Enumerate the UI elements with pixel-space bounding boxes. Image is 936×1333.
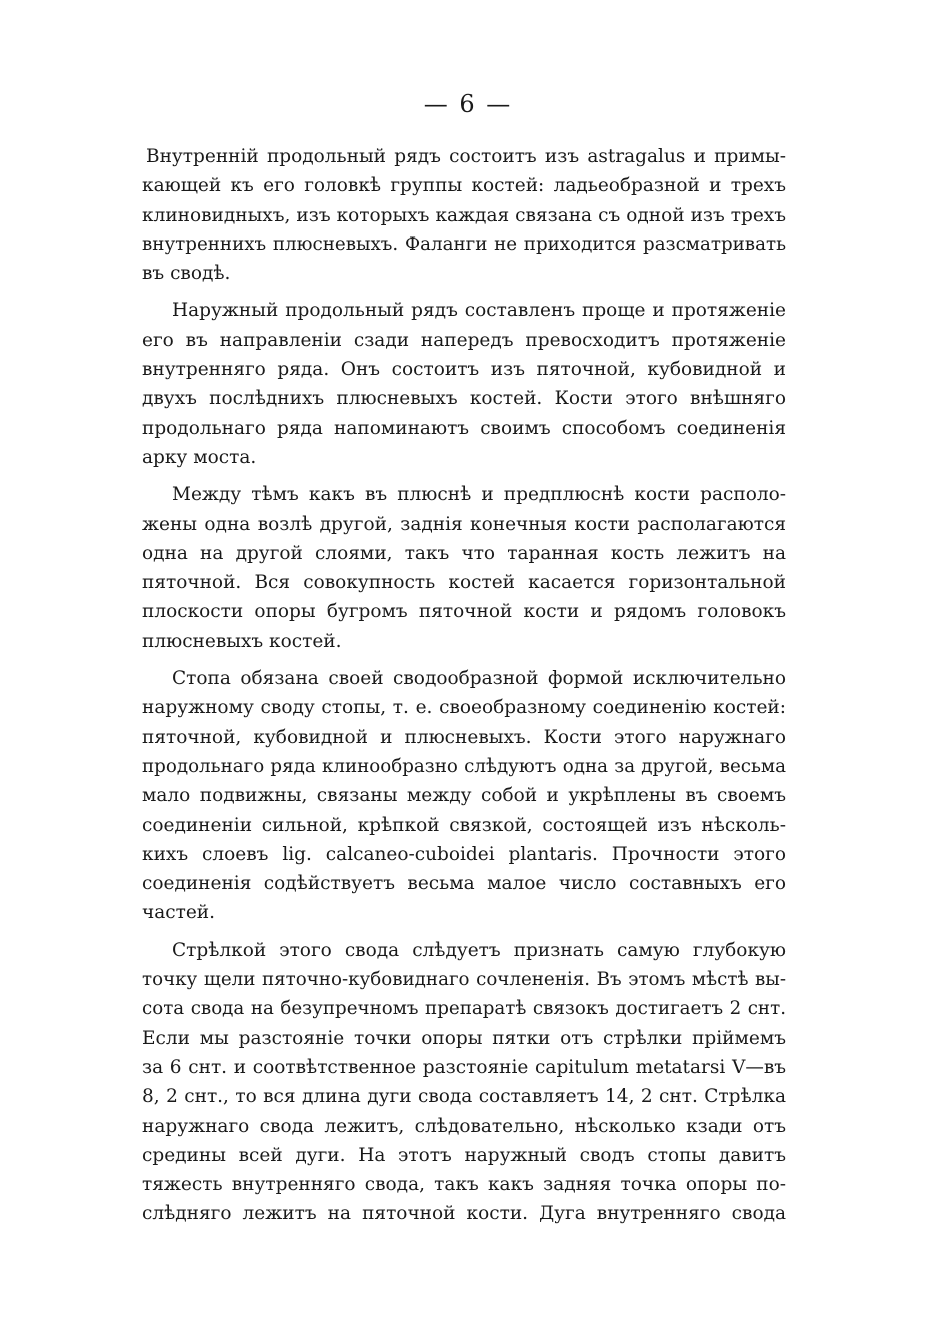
text-line: Стопа обязана своей сводообразной формой исключительно xyxy=(172,668,786,690)
text-line: Между тѣмъ какъ въ плюснѣ и предплюснѣ кости располо- xyxy=(172,484,786,506)
text-line: арку моста. xyxy=(142,446,257,468)
text-line: слѣдняго лежитъ на пяточной кости. Дуга внутренняго свода xyxy=(142,1203,786,1225)
text-line: точку щели пяточно-кубовиднаго сочлененія. Въ этомъ мѣстѣ вы- xyxy=(142,969,786,991)
text-line: продольнаго ряда клинообразно слѣдуютъ одна за другой, весьма xyxy=(142,755,786,777)
text-line: наружнаго свода лежитъ, слѣдовательно, нѣсколько кзади отъ xyxy=(142,1115,786,1137)
text-line: клиновидныхъ, изъ которыхъ каждая связана съ одной изъ трехъ xyxy=(142,204,786,226)
text-line: соединенія содѣйствуетъ весьма малое число составныхъ его xyxy=(142,873,786,895)
text-line: Стрѣлкой этого свода слѣдуетъ признать самую глубокую xyxy=(172,939,786,961)
text-line: пяточной, кубовидной и плюсневыхъ. Кости этого наружнаго xyxy=(142,726,786,748)
text-line: плюсневыхъ костей. xyxy=(142,630,342,652)
text-line: продольнаго ряда напоминаютъ своимъ способомъ соединенія xyxy=(142,417,786,439)
text-line: средины всей дуги. На этотъ наружный сводъ стопы давитъ xyxy=(142,1144,786,1166)
text-line: жены одна возлѣ другой, заднія конечныя кости располагаются xyxy=(142,513,786,535)
text-line: пяточной. Вся совокупность костей касается горизонтальной xyxy=(142,572,786,594)
text-line: плоскости опоры бугромъ пяточной кости и рядомъ головокъ xyxy=(142,601,786,623)
text-line: его въ направленіи сзади напередъ превосходитъ протяженіе xyxy=(142,329,786,351)
paragraph xyxy=(142,936,786,1229)
text-line: соединеніи сильной, крѣпкой связкой, состоящей изъ нѣсколь- xyxy=(142,814,786,836)
text-line: сота свода на безупречномъ препаратѣ связокъ достигаетъ 2 снт. xyxy=(142,998,786,1020)
text-line: одна на другой слоями, такъ что таранная кость лежитъ на xyxy=(142,542,786,564)
text-line: кающей къ его головкѣ группы костей: ладьеобразной и трехъ xyxy=(142,175,786,197)
text-line: мало подвижны, связаны между собой и укрѣплены въ своемъ xyxy=(142,785,786,807)
text-line: за 6 снт. и соотвѣтственное разстояніе capitulum metatarsi V—въ xyxy=(142,1056,786,1078)
paragraph xyxy=(142,480,786,656)
paragraph xyxy=(142,142,786,288)
body-text xyxy=(142,142,786,1237)
text-line: Внутренній продольный рядъ состоитъ изъ astragalus и примы- xyxy=(146,146,786,167)
text-line: кихъ слоевъ lig. calcaneo-cuboidei plantaris. Прочности этого xyxy=(142,843,786,865)
text-line: наружному своду стопы, т. е. своеобразному соединенію костей: xyxy=(142,697,786,719)
text-line: частей. xyxy=(142,902,216,924)
text-line: въ сводѣ. xyxy=(142,263,231,285)
text-line: двухъ послѣднихъ плюсневыхъ костей. Кости этого внѣшняго xyxy=(142,388,786,410)
text-line: внутреннихъ плюсневыхъ. Фаланги не приходится разсматривать xyxy=(142,233,786,255)
paragraph xyxy=(142,664,786,928)
paragraph xyxy=(142,296,786,472)
page-number: — 6 — xyxy=(423,90,513,118)
text-line: 8, 2 снт., то вся длина дуги свода составляетъ 14, 2 снт. Стрѣлка xyxy=(142,1086,786,1108)
text-line: Если мы разстояніе точки опоры пятки отъ стрѣлки пріймемъ xyxy=(142,1027,786,1049)
text-line: внутренняго ряда. Онъ состоитъ изъ пяточной, кубовидной и xyxy=(142,359,786,381)
text-line: тяжесть внутренняго свода, такъ какъ задняя точка опоры по- xyxy=(142,1174,786,1196)
text-line: Наружный продольный рядъ составленъ проще и протяженіе xyxy=(172,300,786,322)
